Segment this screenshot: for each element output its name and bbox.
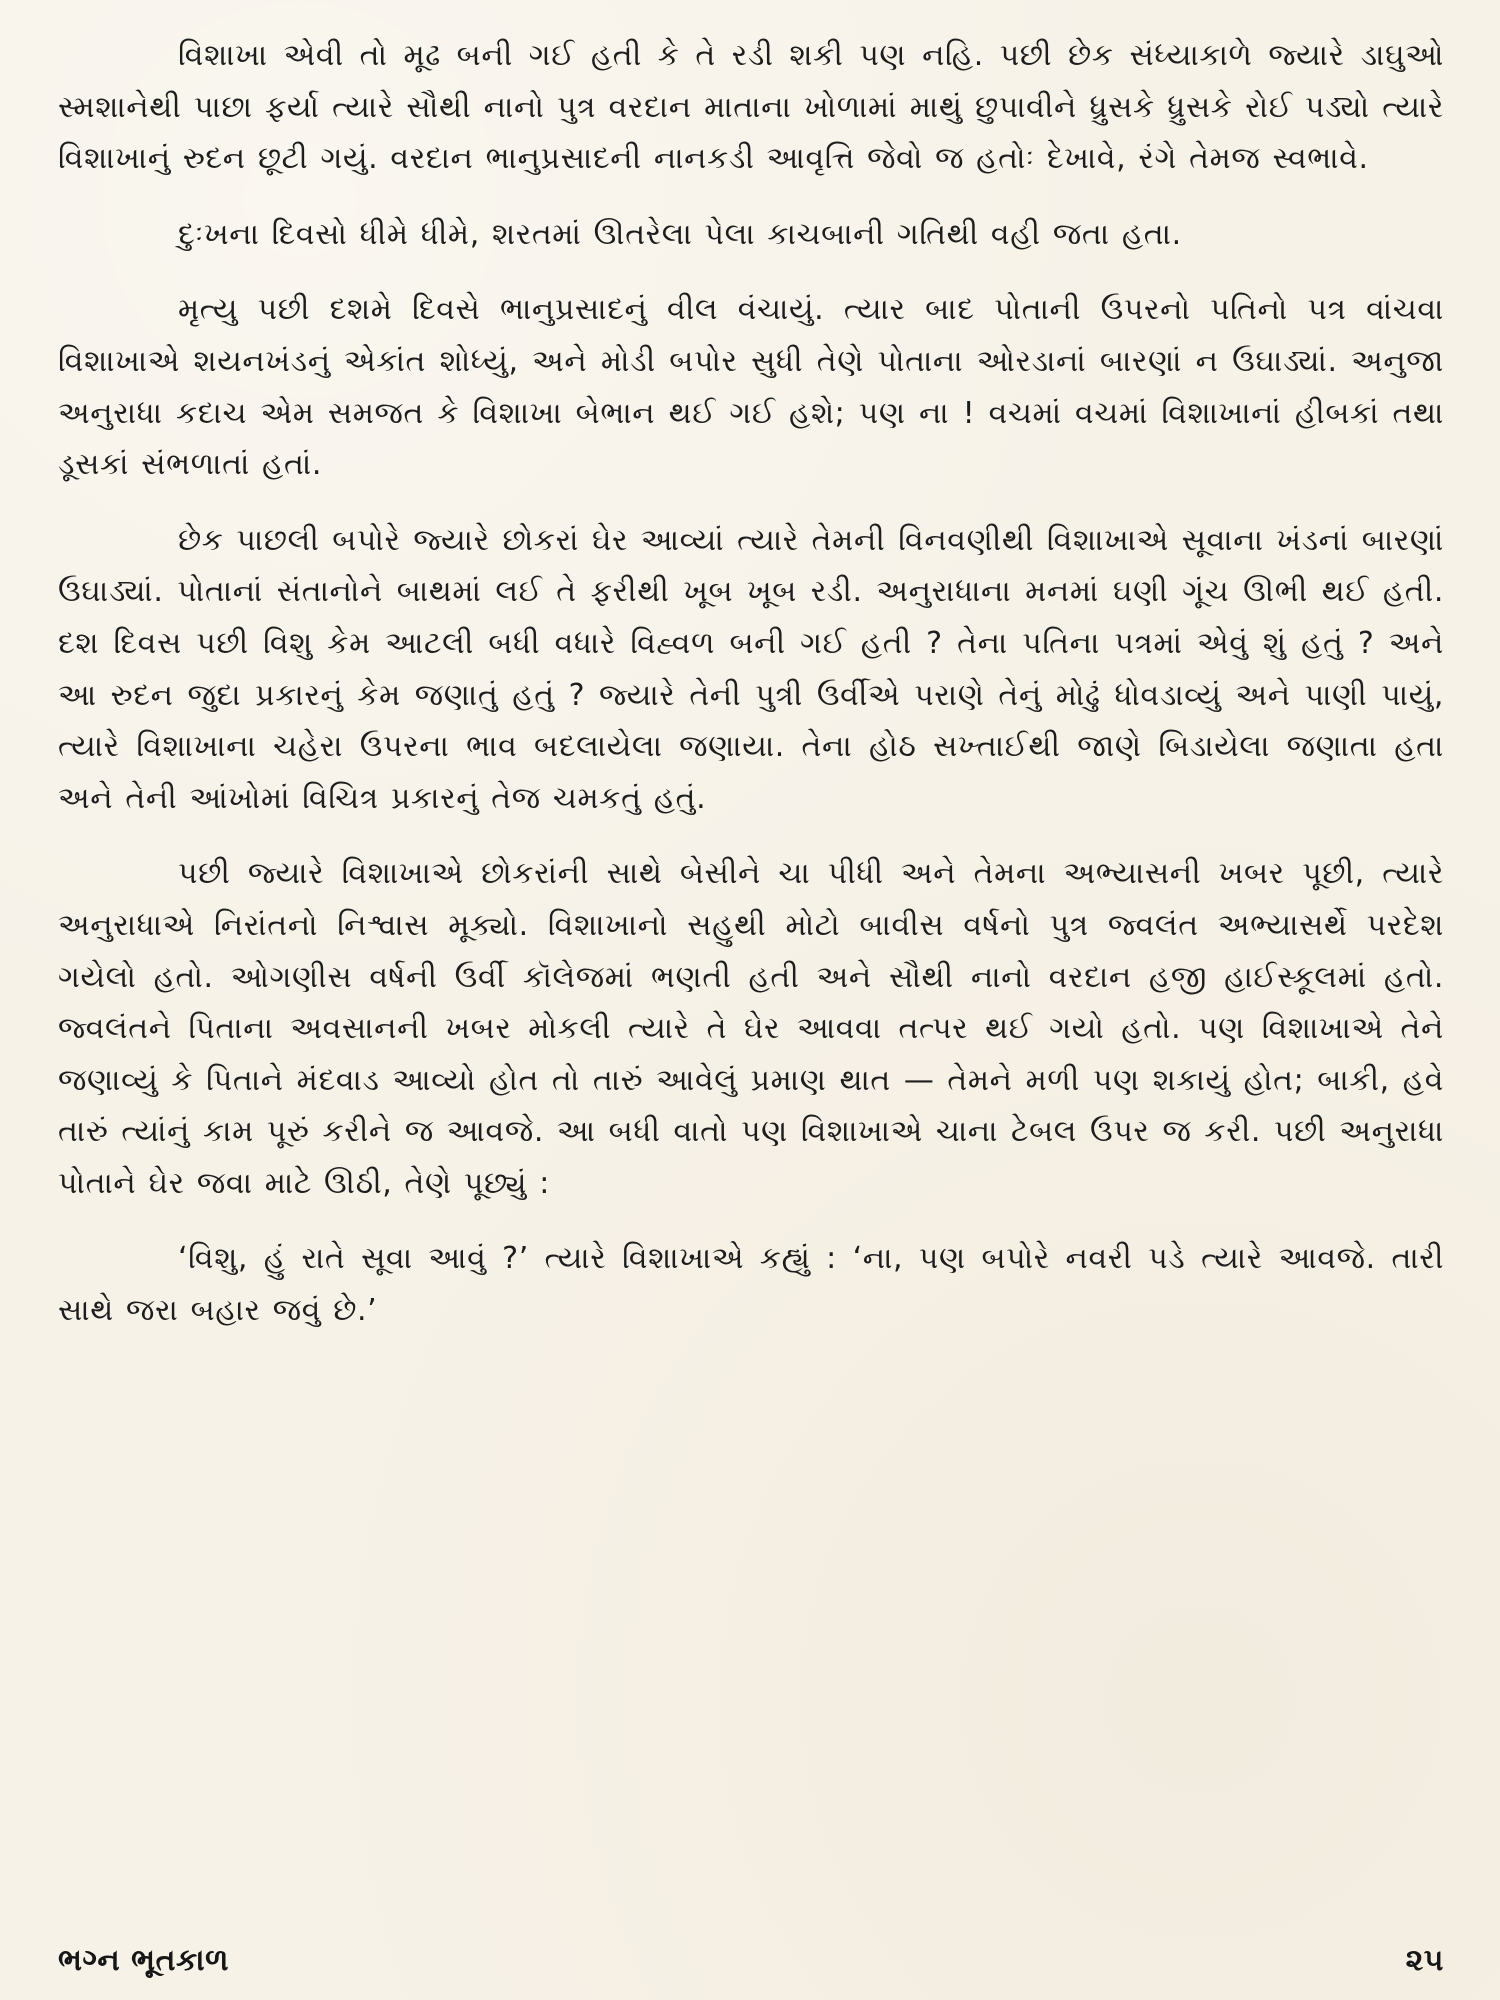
page-number: ૨૫ xyxy=(1405,1942,1444,1978)
paragraph-4: છેક પાછલી બપોરે જ્યારે છોકરાં ઘેર આવ્યાં ત્યારે તેમની વિનવણીથી વિશાખાએ સૂવાના ખંડનાં બારણાં ઉઘાડ્યાં. પોતાનાં સંતાનોને બાથમાં લઈ તે ફરીથી ખૂબ ખૂબ રડી. અનુરાધાના મનમાં ઘણી ગૂંચ ઊભી થઈ હતી. દશ દિવસ પછી વિશુ કેમ આટલી બધી વધારે વિહ્વળ બની ગઈ હતી ? તેના પતિના પત્રમાં એવું શું હતું ? અને આ રુદન જુદા પ્રકારનું કેમ જણાતું હતું ? જ્યારે તેની પુત્રી ઉર્વીએ પરાણે તેનું મોઢું ધોવડાવ્યું અને પાણી પાયું, ત્યારે વિશાખાના ચહેરા ઉપરના ભાવ બદલાયેલા જણાયા. તેના હોઠ સખ્તાઈથી જાણે બિડાયેલા જણાતા હતા અને તેની આંખોમાં વિચિત્ર પ્રકારનું તેજ ચમકતું હતું. xyxy=(58,522,1444,816)
paragraph-3: મૃત્યુ પછી દશમે દિવસે ભાનુપ્રસાદનું વીલ વંચાયું. ત્યાર બાદ પોતાની ઉપરનો પતિનો પત્ર વાંચવા વિશાખાએ શયનખંડનું એકાંત શોધ્યું, અને મોડી બપોર સુધી તેણે પોતાના ઓરડાનાં બારણાં ન ઉઘાડ્યાં. અનુજા અનુરાધા કદાચ એમ સમજત કે વિશાખા બેભાન થઈ ગઈ હશે; પણ ના ! વચમાં વચમાં વિશાખાનાં હીબકાં તથા ડૂસકાં સંભળાતાં હતાં. xyxy=(58,292,1444,483)
paragraph-2: દુઃખના દિવસો ધીમે ધીમે, શરતમાં ઊતરેલા પેલા કાચબાની ગતિથી વહી જતા હતા. xyxy=(178,216,1182,252)
page-content xyxy=(58,30,1444,1890)
paragraph-5: પછી જ્યારે વિશાખાએ છોકરાંની સાથે બેસીને ચા પીધી અને તેમના અભ્યાસની ખબર પૂછી, ત્યારે અનુરાધાએ નિરાંતનો નિશ્વાસ મૂક્યો. વિશાખાનો સહુથી મોટો બાવીસ વર્ષનો પુત્ર જ્વલંત અભ્યાસર્થે પરદેશ ગયેલો હતો. ઓગણીસ વર્ષની ઉર્વી કૉલેજમાં ભણતી હતી અને સૌથી નાનો વરદાન હજી હાઈસ્કૂલમાં હતો. જ્વલંતને પિતાના અવસાનની ખબર મોકલી ત્યારે તે ઘેર આવવા તત્પર થઈ ગયો હતો. પણ વિશાખાએ તેને જણાવ્યું કે પિતાને મંદવાડ આવ્યો હોત તો તારું આવેલું પ્રમાણ થાત — તેમને મળી પણ શકાયું હોત; બાકી, હવે તારું ત્યાંનું કામ પૂરું કરીને જ આવજે. આ બધી વાતો પણ વિશાખાએ ચાના ટેબલ ઉપર જ કરી. પછી અનુરાધા પોતાને ઘેર જવા માટે ઊઠી, તેણે પૂછ્યું : xyxy=(58,856,1444,1201)
paragraph-6: ‘વિશુ, હું રાતે સૂવા આવું ?’ ત્યારે વિશાખાએ કહ્યું : ‘ના, પણ બપોરે નવરી પડે ત્યારે આવજે. તારી સાથે જરા બહાર જવું છે.’ xyxy=(58,1241,1444,1329)
book-title: ભગ્ન ભૂતકાળ xyxy=(58,1942,229,1978)
paragraph-1: વિશાખા એવી તો મૂઢ બની ગઈ હતી કે તે રડી શકી પણ નહિ. પછી છેક સંધ્યાકાળે જ્યારે ડાઘુઓ સ્મશાનેથી પાછા ફર્યા ત્યારે સૌથી નાનો પુત્ર વરદાન માતાના ખોળામાં માથું છુપાવીને ધ્રુસકે ધ્રુસકે રોઈ પડ્યો ત્યારે વિશાખાનું રુદન છૂટી ગયું. વરદાન ભાનુપ્રસાદની નાનકડી આવૃત્તિ જેવો જ હતોઃ દેખાવે, રંગે તેમજ સ્વભાવે. xyxy=(58,38,1444,177)
page-footer xyxy=(58,1940,1444,1980)
